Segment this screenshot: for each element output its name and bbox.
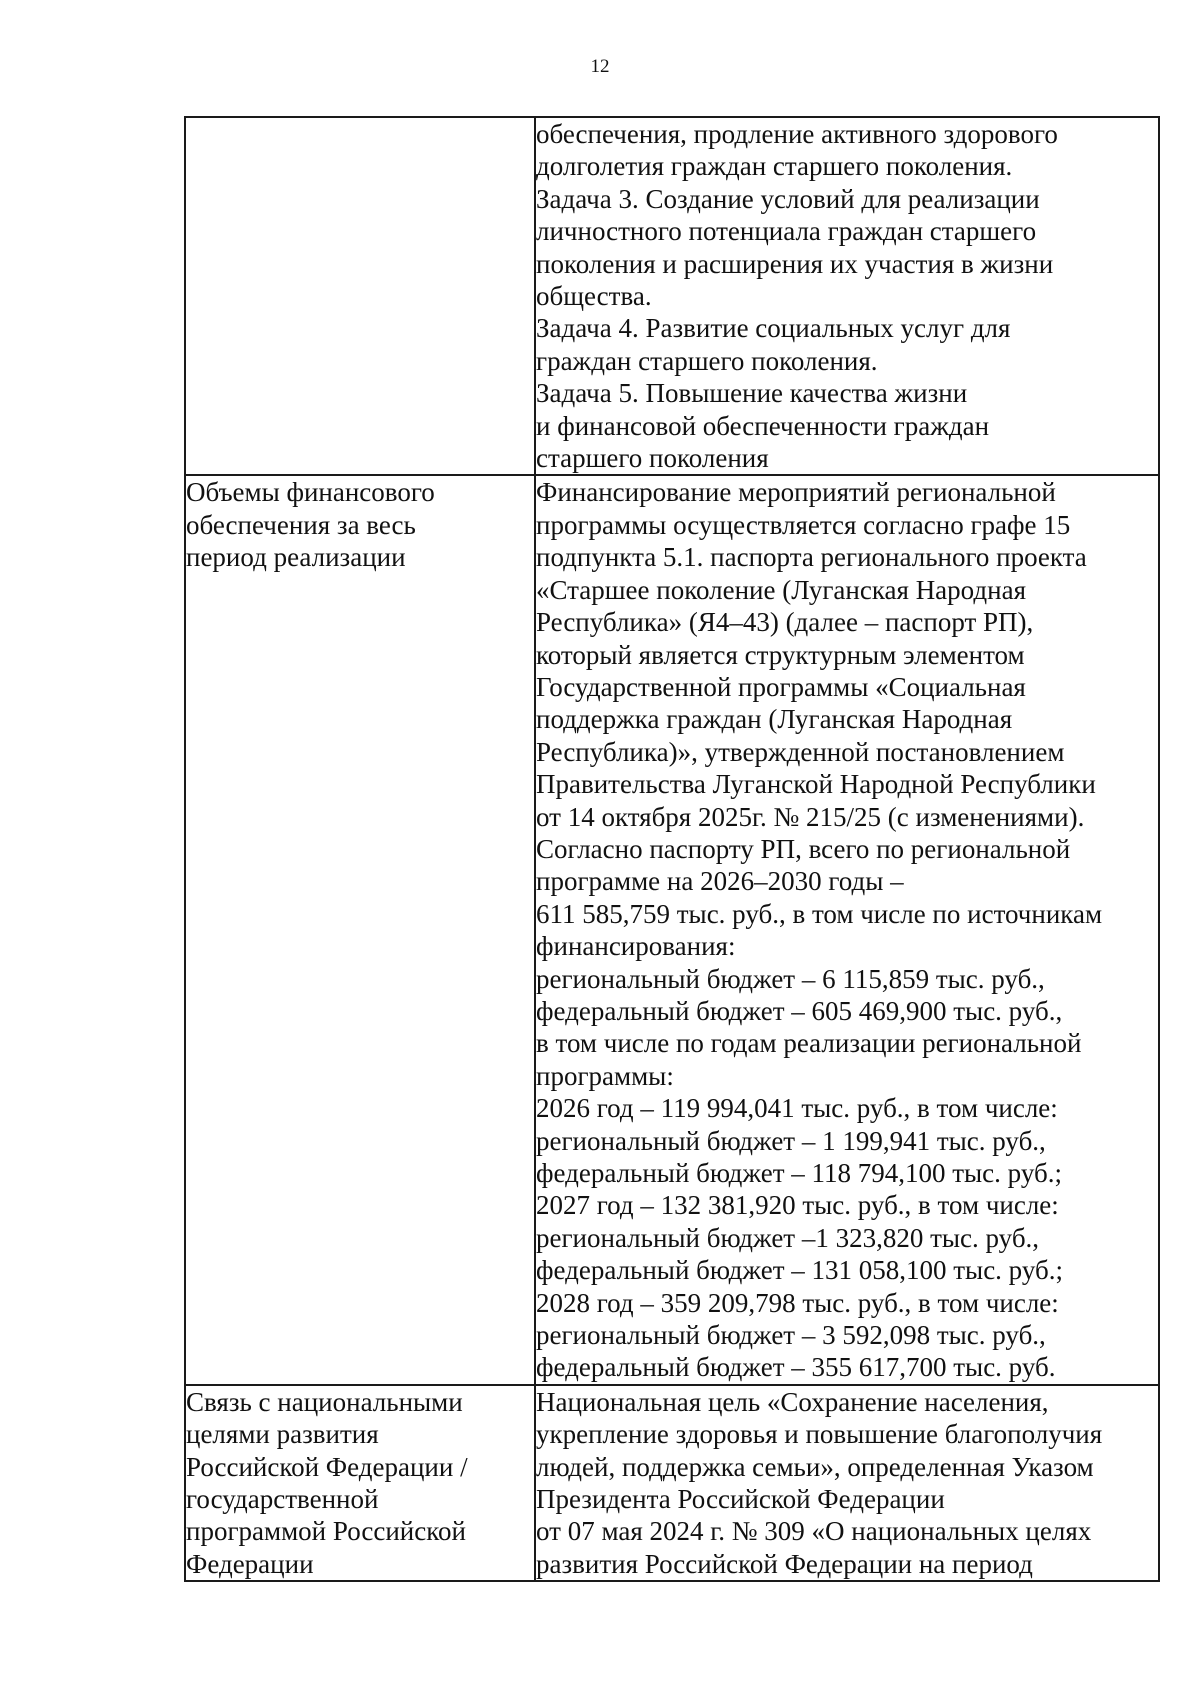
content-line: «Старшее поколение (Луганская Народная [536,574,1026,605]
content-line: общества. [536,281,652,312]
content-line: региональный бюджет – 3 592,098 тыс. руб., [536,1320,1046,1351]
content-line: старшего поколения [536,443,769,474]
content-line: в том числе по годам реализации региональной [536,1028,1082,1059]
content-line: людей, поддержка семьи», определенная Указом [536,1451,1094,1482]
content-line: Национальная цель «Сохранение населения, [536,1386,1049,1417]
content-line: региональный бюджет – 1 199,941 тыс. руб., [536,1125,1046,1156]
content-line: 2026 год – 119 994,041 тыс. руб., в том числе: [536,1093,1058,1124]
label-line: государственной [186,1484,379,1515]
content-line: личностного потенциала граждан старшего [536,216,1037,247]
label-line: программой Российской [186,1516,466,1547]
content-line: федеральный бюджет – 605 469,900 тыс. руб., [536,995,1063,1026]
content-line: Задача 4. Развитие социальных услуг для [536,313,1011,344]
table-row [185,1385,1159,1581]
content-line: Задача 5. Повышение качества жизни [536,378,968,409]
content-line: федеральный бюджет – 131 058,100 тыс. руб.; [536,1255,1063,1286]
table-row [185,475,1159,1384]
content-line: Президента Российской Федерации [536,1484,945,1515]
label-line: Связь с национальными [186,1386,463,1417]
row-content-cell [535,1385,1159,1581]
content-line: развития Российской Федерации на период [536,1548,1033,1579]
content-line: укрепление здоровья и повышение благополучия [536,1419,1103,1450]
content-line: региональный бюджет –1 323,820 тыс. руб., [536,1222,1040,1253]
content-line: Согласно паспорту РП, всего по региональной [536,833,1071,864]
label-line: обеспечения за весь [186,509,416,540]
page-number: 12 [590,56,610,77]
row-label-cell [185,1385,535,1581]
content-line: программе на 2026–2030 годы – [536,866,904,897]
content-line: поддержка граждан (Луганская Народная [536,704,1013,735]
content-line: Республика)», утвержденной постановлением [536,736,1065,767]
content-line: граждан старшего поколения. [536,345,878,376]
content-line: 2028 год – 359 209,798 тыс. руб., в том числе: [536,1287,1059,1318]
row-label-cell [185,117,535,475]
row-label-cell [185,475,535,1384]
content-line: федеральный бюджет – 355 617,700 тыс. руб. [536,1352,1056,1383]
content-line: программы: [536,1060,674,1091]
label-line: целями развития [186,1419,379,1450]
content-line: Правительства Луганской Народной Республики [536,769,1096,800]
content-line: финансирования: [536,931,736,962]
content-line: от 07 мая 2024 г. № 309 «О национальных целях [536,1516,1092,1547]
content-line: 2027 год – 132 381,920 тыс. руб., в том числе: [536,1190,1059,1221]
content-line: подпункта 5.1. паспорта регионального проекта [536,542,1087,573]
content-line: долголетия граждан старшего поколения. [536,151,1013,182]
passport-table [184,116,1160,1582]
content-line: Задача 3. Создание условий для реализации [536,183,1040,214]
content-line: который является структурным элементом [536,639,1025,670]
content-line: обеспечения, продление активного здорового [536,119,1058,149]
content-line: и финансовой обеспеченности граждан [536,410,990,441]
row-content-cell [535,475,1159,1384]
content-line: Республика» (Я4–43) (далее – паспорт РП), [536,607,1034,638]
content-line: поколения и расширения их участия в жизни [536,248,1054,279]
label-line: Федерации [186,1548,314,1579]
content-line: программы осуществляется согласно графе 15 [536,509,1071,540]
content-line: 611 585,759 тыс. руб., в том числе по источникам [536,898,1103,929]
table-row [185,117,1159,475]
label-line: период реализации [186,542,406,573]
content-line: Финансирование мероприятий региональной [536,477,1056,508]
content-line: от 14 октября 2025г. № 215/25 (с изменениями). [536,801,1085,832]
label-line: Российской Федерации / [186,1451,468,1482]
row-content-cell [535,117,1159,475]
content-line: Государственной программы «Социальная [536,671,1026,702]
content-line: федеральный бюджет – 118 794,100 тыс. руб.; [536,1158,1062,1188]
content-line: региональный бюджет – 6 115,859 тыс. руб., [536,963,1045,994]
label-line: Объемы финансового [186,477,435,508]
